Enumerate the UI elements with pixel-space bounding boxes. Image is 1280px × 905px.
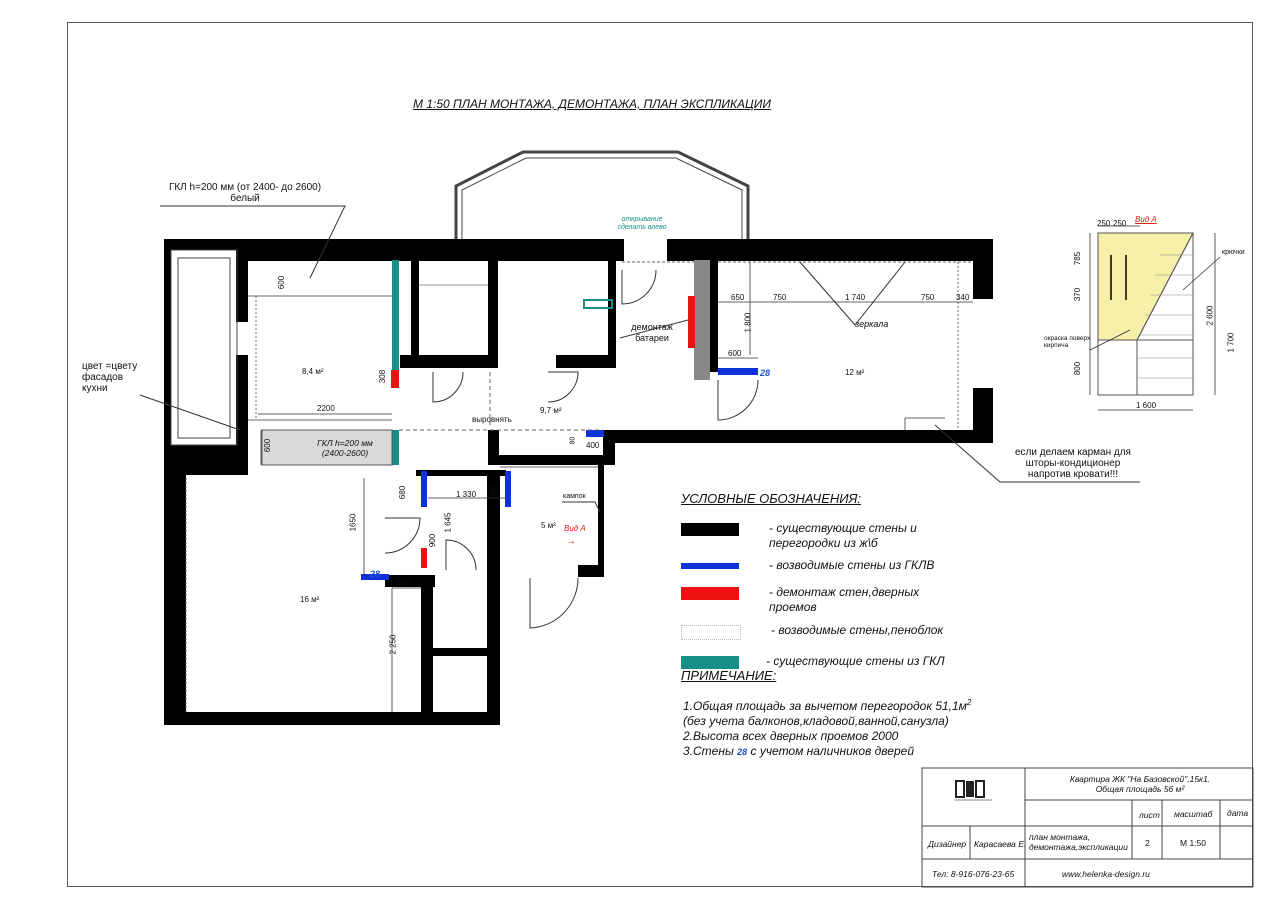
- tb-role: Дизайнер: [928, 839, 967, 849]
- gkl-top-note-line1: ГКЛ h=200 мм (от 2400- до 2600): [168, 182, 322, 193]
- legend-item-text: [769, 558, 934, 573]
- ledge-note: кампок: [563, 493, 586, 500]
- legend-item-text: [769, 585, 919, 615]
- notes-body: [683, 695, 971, 760]
- note-3-tag: 28: [737, 747, 748, 757]
- dim-600-a: 600: [277, 275, 287, 290]
- dim-650: 650: [731, 293, 745, 302]
- view-a-detail: [1090, 226, 1220, 410]
- dim-308: 308: [378, 369, 388, 384]
- window-open-line2: сделать влево: [617, 224, 667, 231]
- logo-mark-icon: [952, 780, 994, 802]
- room-area-1: 8,4 м²: [302, 367, 324, 376]
- legend-item-text: [769, 521, 917, 551]
- dim-600-e: 600: [397, 578, 411, 587]
- pocket-note-line1: если делаем карман для: [1015, 447, 1131, 458]
- dim-340: 340: [956, 293, 970, 302]
- color-note-line1: цвет =цвету: [82, 361, 138, 372]
- note-1: [683, 695, 971, 714]
- legend-title: УСЛОВНЫЕ ОБОЗНАЧЕНИЯ:: [681, 491, 862, 506]
- view-a-arrow: →: [566, 536, 576, 547]
- tb-sheet-no: 2: [1145, 838, 1150, 848]
- legend-item-text: [771, 623, 943, 638]
- gkl-box-line1: ГКЛ h=200 мм: [317, 438, 373, 448]
- legend-item-text: [766, 654, 945, 669]
- tb-col-sheet: лист: [1139, 810, 1160, 820]
- view-a-paint-note: [1044, 335, 1090, 349]
- room-area-3: 12 м²: [845, 368, 865, 377]
- dim-900: 900: [428, 533, 438, 548]
- legend-swatch: [681, 587, 739, 600]
- tb-designer: Карасаева Е.: [974, 839, 1027, 849]
- pocket-note-line3: напротив кровати!!!: [1027, 469, 1119, 480]
- view-a-hooks: крючки: [1222, 249, 1245, 256]
- legend-swatch: [681, 563, 739, 569]
- window-open-note: [600, 216, 684, 232]
- align-note: выровнять: [472, 415, 512, 424]
- view-a-w1600: 1 600: [1136, 401, 1157, 410]
- legend-item-line1: - возводимые стены,пеноблок: [771, 623, 944, 637]
- view-a-paint-line2: кирпича: [1044, 342, 1069, 349]
- note-3-post: с учетом наличников дверей: [750, 744, 915, 758]
- demolish-battery-line1: демонтаж: [631, 322, 673, 332]
- dim-750-a: 750: [773, 293, 787, 302]
- legend-item-line1: - возводимые стены из ГКЛВ: [769, 558, 935, 572]
- tb-drawing-line2: демонтажа,экспликации: [1029, 842, 1128, 852]
- pocket-note: [1003, 447, 1143, 480]
- dim-1650: 1650: [348, 513, 358, 532]
- view-a-w250-a: 250: [1097, 219, 1111, 228]
- room-area-4: 5 м²: [541, 521, 556, 530]
- tb-drawing: [1029, 832, 1128, 852]
- note-3-pre: 3.Стены: [683, 744, 734, 758]
- view-a-w250-b: 250: [1113, 219, 1127, 228]
- legend-item-line2: перегородки из ж\б: [769, 536, 878, 550]
- tb-project-line2: Общая площадь 56 м²: [1095, 784, 1185, 794]
- wall-tag-28-a: 28: [760, 368, 771, 378]
- legend-item-line1: - существующие стены из ГКЛ: [766, 654, 945, 668]
- view-a-h1700: 1 700: [1226, 332, 1236, 353]
- company-logo: [952, 780, 994, 802]
- dim-400: 400: [586, 441, 600, 450]
- room-area-5: 16 м²: [300, 595, 320, 604]
- view-a-marker: Вид А: [564, 524, 586, 533]
- tb-col-scale: масштаб: [1174, 809, 1213, 819]
- pocket-note-line2: шторы-кондиционер: [1025, 458, 1121, 469]
- view-a-title: Вид А: [1135, 215, 1157, 224]
- dim-600-b: 600: [263, 438, 273, 453]
- existing-walls: [164, 239, 993, 725]
- view-a-paint-line1: окраска поверх: [1044, 335, 1091, 342]
- dim-1800: 1 800: [743, 312, 753, 333]
- gkl-top-note-line2: белый: [230, 193, 260, 204]
- view-a-h800: 800: [1073, 361, 1083, 376]
- page-title: М 1:50 ПЛАН МОНТАЖА, ДЕМОНТАЖА, ПЛАН ЭКСПЛИКАЦИИ: [413, 97, 771, 111]
- color-note-line2: фасадов: [82, 372, 124, 383]
- legend-swatch: [681, 625, 741, 640]
- legend-item-line1: - существующие стены и: [769, 521, 917, 535]
- demolish-battery-line2: батареи: [635, 333, 669, 343]
- mirrors-note: зеркала: [855, 319, 889, 329]
- tb-project-line1: Квартира ЖК "На Базовской",15к1.: [1069, 774, 1211, 784]
- room-area-2: 9,7 м²: [540, 406, 562, 415]
- dim-2200: 2200: [317, 404, 335, 413]
- dim-750-b: 750: [921, 293, 935, 302]
- dim-1330: 1 330: [456, 490, 477, 499]
- color-note: [82, 361, 137, 394]
- balcony-left: [171, 250, 237, 445]
- tb-scale: М 1:50: [1180, 838, 1206, 848]
- legend-item-line2: проемов: [769, 600, 817, 614]
- dim-600-c: 600: [728, 349, 742, 358]
- gkl-top-note: [145, 182, 345, 204]
- note-1-sup: 2: [966, 698, 972, 707]
- gkl-box-line2: (2400-2600): [321, 448, 369, 458]
- color-note-line3: кухни: [82, 383, 108, 394]
- tb-phone: Тел: 8-916-076-23-65: [932, 869, 1015, 879]
- interior-lines: [186, 262, 973, 712]
- window-open-line1: открывание: [621, 216, 663, 223]
- view-a-h370: 370: [1073, 287, 1083, 302]
- tb-website: www.helenka-design.ru: [1062, 869, 1150, 879]
- dim-1645: 1 645: [443, 512, 453, 533]
- notes-title: ПРИМЕЧАНИЕ:: [681, 668, 777, 683]
- tb-drawing-line1: план монтажа,: [1029, 832, 1091, 842]
- tb-col-date: дата: [1227, 808, 1249, 818]
- note-1-text: 1.Общая площадь за вычетом перегородок 51,1м: [683, 699, 967, 713]
- dim-680: 680: [398, 485, 408, 500]
- dim-2250: 2 250: [388, 634, 398, 655]
- dim-600-d: 600: [490, 484, 500, 499]
- gkl-box-label: [300, 438, 390, 458]
- demolish-battery-note: [626, 322, 678, 344]
- note-1b: (без учета балконов,кладовой,ванной,санузла): [683, 714, 949, 728]
- note-3: [683, 744, 971, 760]
- view-a-h785: 785: [1073, 251, 1083, 266]
- dim-1740: 1 740: [845, 293, 866, 302]
- tb-project: [1030, 774, 1250, 794]
- view-a-h2600: 2 600: [1205, 305, 1215, 326]
- wall-tag-28-b: 28: [370, 569, 381, 579]
- legend-item-line1: - демонтаж стен,дверных: [769, 585, 920, 599]
- note-2: 2.Высота всех дверных проемов 2000: [683, 729, 899, 743]
- legend-swatch: [681, 523, 739, 536]
- dim-80: 80: [569, 436, 577, 445]
